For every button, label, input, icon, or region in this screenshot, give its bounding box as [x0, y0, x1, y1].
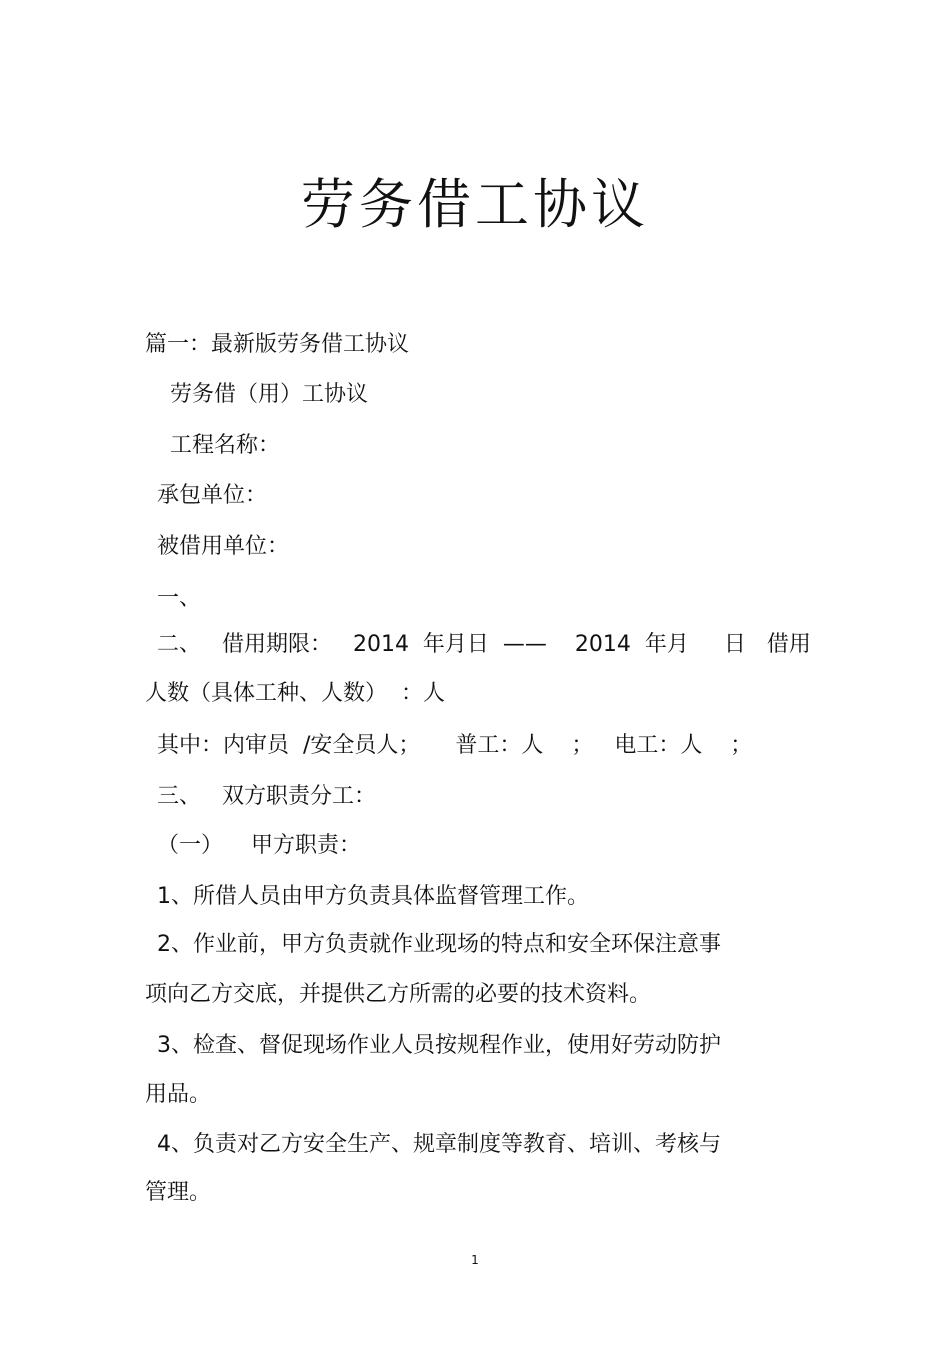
- clause-one-line: 一、: [157, 586, 202, 611]
- duty-item-2-line-2: 项向乙方交底，并提供乙方所需的必要的技术资料。: [145, 982, 652, 1007]
- party-a-heading: （一） 甲方职责：: [157, 833, 361, 858]
- project-name-line: 工程名称：: [170, 433, 281, 458]
- borrowed-unit-line: 被借用单位：: [157, 534, 290, 559]
- staffing-line: 人数（具体工种、人数） ：人: [145, 681, 445, 706]
- term-line: 二、 借用期限： 2014 年月日 —— 2014 年月 日 借用: [157, 632, 811, 657]
- responsibilities-heading: 三、 双方职责分工：: [157, 784, 376, 809]
- roles-line: 其中：内审员 /安全员人； 普工：人 ； 电工：人 ；: [157, 733, 753, 758]
- duty-item-3-line-2: 用品。: [145, 1082, 212, 1107]
- contractor-line: 承包单位：: [157, 483, 268, 508]
- duty-item-4-line-2: 管理。: [145, 1180, 212, 1205]
- duty-item-2-line-1: 2、作业前，甲方负责就作业现场的特点和安全环保注意事: [157, 932, 721, 957]
- duty-item-4-line-1: 4、负责对乙方安全生产、规章制度等教育、培训、考核与: [157, 1132, 721, 1157]
- duty-item-3-line-1: 3、检查、督促现场作业人员按规程作业，使用好劳动防护: [157, 1033, 721, 1058]
- page-number: 1: [471, 1253, 479, 1267]
- section-heading: 篇一：最新版劳务借工协议: [145, 332, 410, 357]
- document-title: 劳务借工协议: [301, 173, 649, 236]
- agreement-subtitle: 劳务借（用）工协议: [170, 382, 369, 407]
- duty-item-1: 1、所借人员由甲方负责具体监督管理工作。: [157, 884, 589, 909]
